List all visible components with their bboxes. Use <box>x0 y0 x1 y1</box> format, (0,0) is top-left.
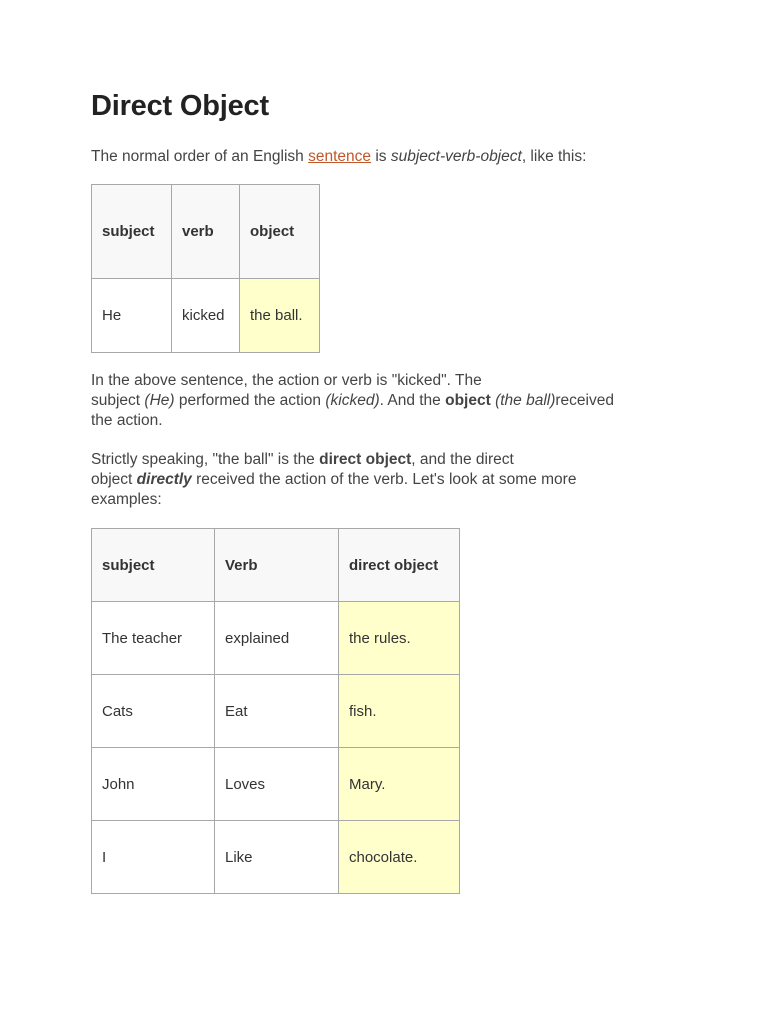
explanation-and: . And the <box>379 392 446 409</box>
intro-text-start: The normal order of an English <box>91 148 309 165</box>
explanation-performed: performed the action <box>174 392 326 409</box>
explanation-line-1: In the above sentence, the action or verb is "kicked". The <box>91 372 482 389</box>
explanation-object: object <box>445 392 491 409</box>
direct-text-object: object <box>91 471 137 488</box>
cell-direct-object: the rules. <box>339 602 460 675</box>
table-row <box>92 821 460 894</box>
direct-text-rest: received the action of the verb. Let's look at some more <box>191 471 577 488</box>
direct-text-mid: , and the direct <box>411 451 514 468</box>
direct-text-start: Strictly speaking, "the ball" is the <box>91 451 320 468</box>
cell-verb: explained <box>215 602 339 675</box>
table-header-row <box>92 529 460 602</box>
cell-subject: The teacher <box>92 602 215 675</box>
cell-subject: Cats <box>92 675 215 748</box>
page-title: Direct Object <box>91 90 269 122</box>
cell-verb: Like <box>215 821 339 894</box>
table-row <box>92 675 460 748</box>
intro-text-end: , like this: <box>521 148 587 165</box>
cell-subject: John <box>92 748 215 821</box>
explanation-subject: subject <box>91 392 145 409</box>
explanation-he: (He) <box>144 392 175 409</box>
cell-verb: Eat <box>215 675 339 748</box>
explanation-paragraph <box>91 371 681 431</box>
table-row <box>92 748 460 821</box>
cell-direct-object: fish. <box>339 675 460 748</box>
intro-paragraph <box>91 147 691 167</box>
direct-object-paragraph <box>91 450 681 510</box>
cell-direct-object: Mary. <box>339 748 460 821</box>
header-subject: subject <box>92 529 215 602</box>
explanation-received: received <box>555 392 614 409</box>
cell-direct-object: chocolate. <box>339 821 460 894</box>
cell-subject: He <box>92 279 172 353</box>
direct-object-term: direct object <box>319 451 412 468</box>
examples-table <box>91 528 460 894</box>
sentence-link[interactable]: sentence <box>308 148 372 165</box>
header-direct-object: direct object <box>339 529 460 602</box>
table-row <box>92 279 320 353</box>
header-verb: verb <box>172 185 240 279</box>
header-subject: subject <box>92 185 172 279</box>
direct-text-examples: examples: <box>91 491 162 508</box>
explanation-line-3: the action. <box>91 412 163 429</box>
table-header-row <box>92 185 320 279</box>
svo-table <box>91 184 320 353</box>
header-object: object <box>240 185 320 279</box>
table-row <box>92 602 460 675</box>
intro-text-middle: is <box>371 148 391 165</box>
cell-subject: I <box>92 821 215 894</box>
cell-object: the ball. <box>240 279 320 353</box>
cell-verb: kicked <box>172 279 240 353</box>
cell-verb: Loves <box>215 748 339 821</box>
explanation-the-ball: (the ball) <box>495 392 556 409</box>
header-verb: Verb <box>215 529 339 602</box>
explanation-kicked: (kicked) <box>325 392 380 409</box>
intro-emphasis: subject-verb-object <box>390 148 522 165</box>
direct-text-directly: directly <box>136 471 192 488</box>
